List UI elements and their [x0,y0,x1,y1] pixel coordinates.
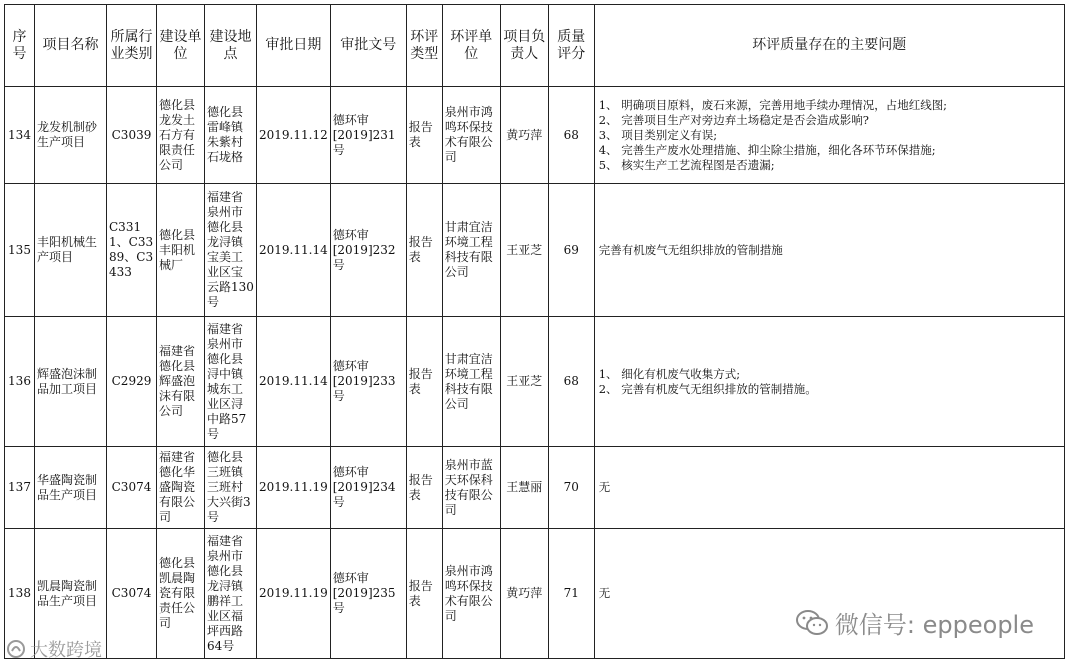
cell-issues [594,317,1064,447]
issue-line: 无 [598,586,611,600]
cell-unit: 福建省德化华盛陶瓷有限公司 [157,447,205,529]
cell-score: 68 [548,317,594,447]
table-row [5,87,1065,184]
cell-seq: 138 [5,529,35,659]
header-doc: 审批文号 [330,5,406,87]
table-row [5,184,1065,317]
table-row [5,317,1065,447]
header-seq: 序号 [5,5,35,87]
cell-eia-unit: 甘肃宜洁环境工程科技有限公司 [442,317,500,447]
table-row [5,447,1065,529]
issue-line: 无 [598,480,611,494]
cell-owner: 黄巧萍 [500,87,548,184]
issue-line: 1、 明确项目原料，废石来源，完善用地手续办理情况，占地红线图; [598,97,948,112]
cell-site: 福建省泉州市德化县龙浔镇鹏祥工业区福坪西路64号 [205,529,257,659]
header-owner: 项目负责人 [500,5,548,87]
header-type: 环评类型 [406,5,442,87]
cell-unit: 德化县丰阳机械厂 [157,184,205,317]
cell-issues [594,447,1064,529]
cell-industry: C2929 [107,317,157,447]
cell-project: 辉盛泡沫制品加工项目 [35,317,107,447]
cell-eia-unit: 泉州市鸿鸣环保技术有限公司 [442,87,500,184]
cell-doc: 德环审[2019]232号 [330,184,406,317]
header-row [5,5,1065,87]
header-eia-unit: 环评单位 [442,5,500,87]
cell-unit: 德化县凯晨陶瓷有限责任公司 [157,529,205,659]
cell-doc: 德环审[2019]233号 [330,317,406,447]
cell-industry: C3311、C3389、C3433 [107,184,157,317]
cell-owner: 黄巧萍 [500,529,548,659]
cell-seq: 134 [5,87,35,184]
wechat-icon [795,609,829,637]
cell-industry: C3039 [107,87,157,184]
cell-project: 华盛陶瓷制品生产项目 [35,447,107,529]
header-date: 审批日期 [257,5,331,87]
cell-project: 丰阳机械生产项目 [35,184,107,317]
issue-line: 1、 细化有机废气收集方式; [598,366,741,381]
cell-type: 报告表 [406,529,442,659]
cell-eia-unit: 甘肃宜洁环境工程科技有限公司 [442,184,500,317]
cell-owner: 王亚芝 [500,317,548,447]
header-project: 项目名称 [35,5,107,87]
cell-type: 报告表 [406,317,442,447]
cell-score: 68 [548,87,594,184]
cell-date: 2019.11.14 [257,184,331,317]
cell-owner: 王慧丽 [500,447,548,529]
cell-owner: 王亚芝 [500,184,548,317]
cell-seq: 137 [5,447,35,529]
issue-line: 3、 项目类别定义有误; [598,127,718,142]
cell-date: 2019.11.14 [257,317,331,447]
cell-project: 龙发机制砂生产项目 [35,87,107,184]
wechat-watermark [795,605,1034,640]
issue-line: 2、 完善项目生产对旁边弃土场稳定是否会造成影响? [598,112,869,127]
cell-site: 福建省泉州市德化县龙浔镇宝美工业区宝云路130号 [205,184,257,317]
cell-date: 2019.11.19 [257,529,331,659]
cell-eia-unit: 泉州市鸿鸣环保技术有限公司 [442,529,500,659]
cell-type: 报告表 [406,87,442,184]
cell-score: 71 [548,529,594,659]
cell-unit: 福建省德化县辉盛泡沫有限公司 [157,317,205,447]
brand-watermark [6,636,102,662]
issue-line: 2、 完善有机废气无组织排放的管制措施。 [598,381,817,396]
cell-issues [594,184,1064,317]
cell-eia-unit: 泉州市蓝天环保科技有限公司 [442,447,500,529]
cell-site: 福建省泉州市德化县浔中镇城东工业区浔中路57号 [205,317,257,447]
cell-site: 德化县雷峰镇朱紫村石垅格 [205,87,257,184]
header-issues: 环评质量存在的主要问题 [594,5,1064,87]
cell-industry: C3074 [107,447,157,529]
issue-line: 完善有机废气无组织排放的管制措施 [598,242,783,257]
header-industry: 所属行业类别 [107,5,157,87]
cell-site: 德化县三班镇三班村大兴街3号 [205,447,257,529]
cell-date: 2019.11.19 [257,447,331,529]
cell-seq: 135 [5,184,35,317]
watermark-text: 微信号: eppeople [834,611,1034,639]
header-unit: 建设单位 [157,5,205,87]
cell-date: 2019.11.12 [257,87,331,184]
cell-doc: 德环审[2019]231号 [330,87,406,184]
cell-seq: 136 [5,317,35,447]
issue-line: 4、 完善生产废水处理措施、抑尘除尘措施，细化各环节环保措施; [598,142,936,157]
brand-logo-icon [6,639,26,659]
header-score: 质量评分 [548,5,594,87]
cell-score: 70 [548,447,594,529]
cell-type: 报告表 [406,184,442,317]
cell-doc: 德环审[2019]235号 [330,529,406,659]
cell-project: 凯晨陶瓷制品生产项目 [35,529,107,659]
issue-line: 5、 核实生产工艺流程图是否遗漏; [598,157,775,172]
eia-approval-table [4,4,1065,659]
header-site: 建设地点 [205,5,257,87]
cell-issues [594,87,1064,184]
cell-doc: 德环审[2019]234号 [330,447,406,529]
cell-industry: C3074 [107,529,157,659]
cell-score: 69 [548,184,594,317]
brand-watermark-text: 大数跨境 [30,640,102,661]
cell-type: 报告表 [406,447,442,529]
cell-unit: 德化县龙发土石方有限责任公司 [157,87,205,184]
